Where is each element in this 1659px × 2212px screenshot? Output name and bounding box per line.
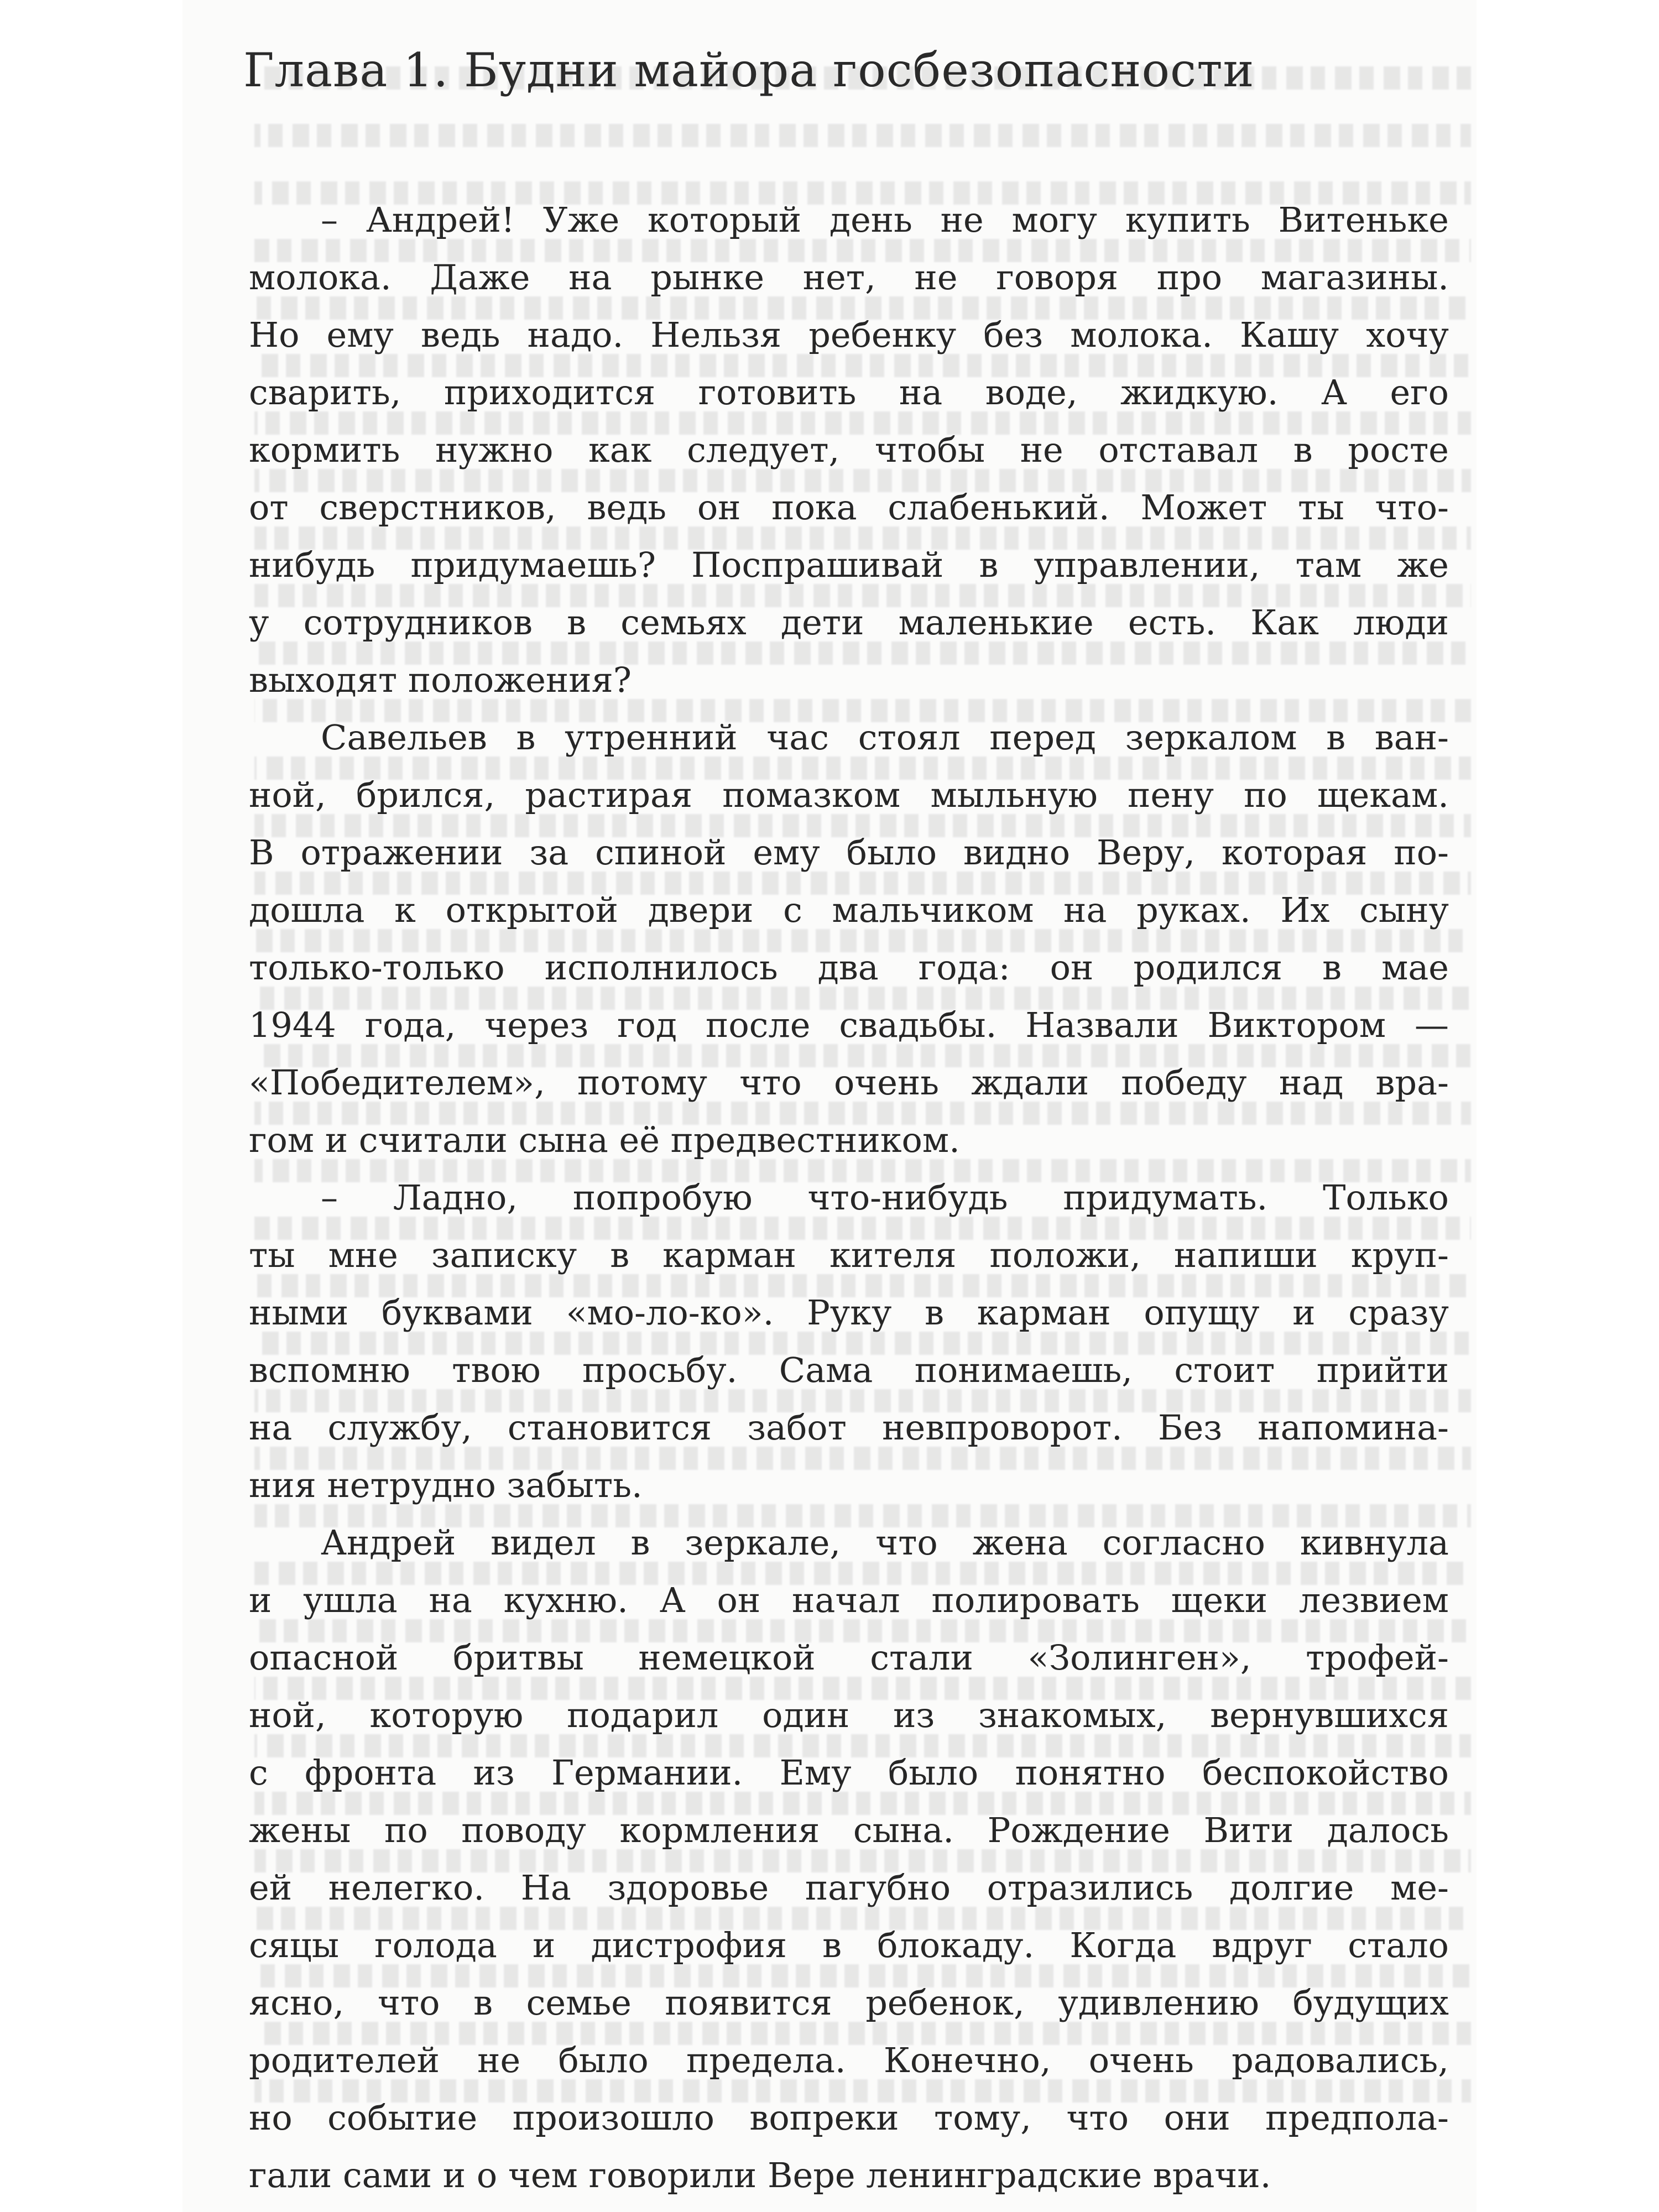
text-line: гом и считали сына её предвестником. <box>249 1120 960 1160</box>
text-line: ей нелегко. На здоровье пагубно отразились долгие ме- <box>249 1867 1449 1908</box>
text-line: ной, брился, растирая помазком мыльную пену по щекам. <box>249 775 1449 815</box>
text-line: молока. Даже на рынке нет, не говоря про магазины. <box>249 257 1449 298</box>
text-line: жены по поводу кормления сына. Рождение Вити далось <box>249 1810 1449 1850</box>
text-line: на службу, становится забот невпроворот. Без напомина- <box>249 1407 1449 1448</box>
text-line: ния нетрудно забыть. <box>249 1465 643 1505</box>
text-line: только-только исполнилось два года: он родился в мае <box>249 947 1449 988</box>
text-line: ной, которую подарил один из знакомых, вернувшихся <box>249 1695 1449 1735</box>
text-line: – Ладно, попробую что-нибудь придумать. Только <box>321 1177 1449 1218</box>
text-line: родителей не было предела. Конечно, очень радовались, <box>249 2040 1449 2080</box>
text-line: опасной бритвы немецкой стали «Золинген», трофей- <box>249 1637 1449 1678</box>
text-line: 1944 года, через год после свадьбы. Назвали Виктором — <box>249 1005 1449 1045</box>
text-line: но событие произошло вопреки тому, что они предпола- <box>249 2098 1449 2138</box>
chapter-title: Глава 1. Будни майора госбезопасности <box>243 43 1255 97</box>
text-line: ты мне записку в карман кителя положи, напиши круп- <box>249 1235 1449 1275</box>
text-line: сварить, приходится готовить на воде, жидкую. А его <box>249 372 1449 413</box>
text-line: Но ему ведь надо. Нельзя ребенку без молока. Кашу хочу <box>249 315 1449 355</box>
text-line: ясно, что в семье появится ребенок, удивлению будущих <box>249 1983 1449 2023</box>
text-line: нибудь придумаешь? Поспрашивай в управлении, там же <box>249 545 1449 585</box>
text-line: сяцы голода и дистрофия в блокаду. Когда вдруг стало <box>249 1925 1449 1965</box>
text-line: гали сами и о чем говорили Вере ленинградские врачи. <box>249 2155 1271 2195</box>
text-line: «Победителем», потому что очень ждали победу над вра- <box>249 1062 1449 1103</box>
text-line: Андрей видел в зеркале, что жена согласно кивнула <box>321 1522 1449 1563</box>
text-line: дошла к открытой двери с мальчиком на руках. Их сыну <box>249 890 1449 930</box>
text-line: ными буквами «мо-ло-ко». Руку в карман опущу и сразу <box>249 1292 1449 1333</box>
text-line: с фронта из Германии. Ему было понятно беспокойство <box>249 1752 1449 1793</box>
text-line: от сверстников, ведь он пока слабенький. Может ты что- <box>249 487 1449 528</box>
text-line: Савельев в утренний час стоял перед зеркалом в ван- <box>321 717 1449 758</box>
text-line: у сотрудников в семьях дети маленькие есть. Как люди <box>249 602 1449 643</box>
text-line: и ушла на кухню. А он начал полировать щеки лезвием <box>249 1580 1449 1620</box>
text-line: В отражении за спиной ему было видно Веру, которая по- <box>249 832 1449 873</box>
text-line: выходят положения? <box>249 660 632 700</box>
text-line: вспомню твою просьбу. Сама понимаешь, стоит прийти <box>249 1350 1449 1390</box>
text-line: – Андрей! Уже который день не могу купить Витеньке <box>321 200 1449 240</box>
text-line: кормить нужно как следует, чтобы не отставал в росте <box>249 430 1449 470</box>
